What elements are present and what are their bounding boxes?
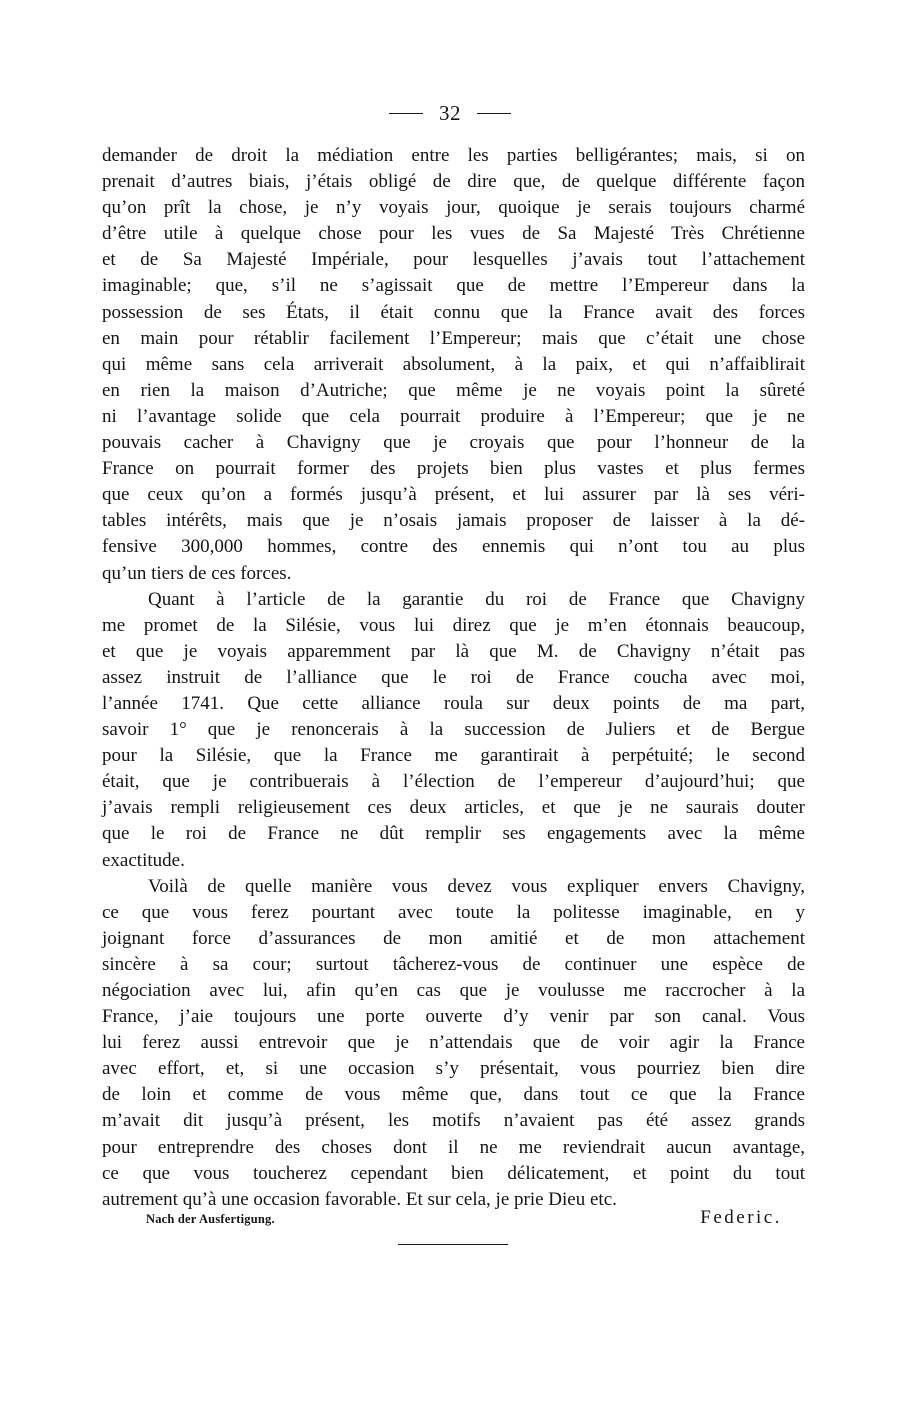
page-header bbox=[0, 96, 900, 130]
text-line: que ceux qu’on a formés jusqu’à présent, et lui assurer par là ses véri- bbox=[102, 484, 805, 506]
text-line: j’avais rempli religieusement ces deux articles, et que je ne saurais douter bbox=[102, 797, 805, 819]
text-line: que le roi de France ne dût remplir ses engagements avec la même bbox=[102, 823, 805, 845]
text-line: Quant à l’article de la garantie du roi de France que Chavigny bbox=[148, 588, 805, 610]
text-line: fensive 300,000 hommes, contre des ennemis qui n’ont tou au plus bbox=[102, 536, 805, 558]
text-line: était, que je contribuerais à l’élection de l’empereur d’aujourd’hui; que bbox=[102, 771, 805, 793]
text-line: qui même sans cela arriverait absolument, à la paix, et qui n’affaiblirait bbox=[102, 353, 805, 375]
text-line: joignant force d’assurances de mon amitié et de mon attachement bbox=[102, 927, 805, 949]
text-line: en rien la maison d’Autriche; que même je ne voyais point la sûreté bbox=[102, 379, 805, 401]
page-number: 32 bbox=[439, 100, 461, 125]
paragraph bbox=[102, 874, 805, 1213]
text-line: tables intérêts, mais que je n’osais jamais proposer de laisser à la dé- bbox=[102, 510, 805, 532]
header-rule-right bbox=[477, 113, 511, 114]
text-line: autrement qu’à une occasion favorable. Et sur cela, je prie Dieu etc. bbox=[102, 1188, 617, 1210]
text-line: pour entreprendre des choses dont il ne me reviendrait aucun avantage, bbox=[102, 1136, 805, 1158]
text-line: pouvais cacher à Chavigny que je croyais que pour l’honneur de la bbox=[102, 432, 805, 454]
text-line: et de Sa Majesté Impériale, pour lesquelles j’avais tout l’attachement bbox=[102, 249, 805, 271]
text-line: l’année 1741. Que cette alliance roula sur deux points de ma part, bbox=[102, 692, 805, 714]
text-line: imaginable; que, s’il ne s’agissait que de mettre l’Empereur dans la bbox=[102, 275, 805, 297]
text-line: en main pour rétablir facilement l’Empereur; mais que c’était une chose bbox=[102, 327, 805, 349]
text-line: m’avait dit jusqu’à présent, les motifs n’avaient pas été assez grands bbox=[102, 1110, 805, 1132]
text-line: exactitude. bbox=[102, 849, 185, 871]
text-line: de loin et comme de vous même que, dans tout ce que la France bbox=[102, 1084, 805, 1106]
text-line: assez instruit de l’alliance que le roi de France coucha avec moi, bbox=[102, 666, 805, 688]
text-line: demander de droit la médiation entre les parties belligérantes; mais, si on bbox=[102, 145, 805, 166]
signature-row bbox=[146, 1207, 782, 1229]
text-line: avec effort, et, si une occasion s’y présentait, vous pourriez bien dire bbox=[102, 1058, 805, 1080]
text-line: ce que vous ferez pourtant avec toute la politesse imaginable, en y bbox=[102, 901, 805, 923]
source-note: Nach der Ausfertigung. bbox=[146, 1212, 275, 1226]
text-line: me promet de la Silésie, vous lui direz que je m’en étonnais beaucoup, bbox=[102, 614, 805, 636]
text-line: France, j’aie toujours une porte ouverte d’y venir par son canal. Vous bbox=[102, 1006, 805, 1028]
text-line: possession de ses États, il était connu que la France avait des forces bbox=[102, 301, 805, 323]
text-line: France on pourrait former des projets bien plus vastes et plus fermes bbox=[102, 458, 805, 480]
text-line: pour la Silésie, que la France me garantirait à perpétuité; le second bbox=[102, 745, 805, 767]
text-line: savoir 1° que je renoncerais à la succession de Juliers et de Bergue bbox=[102, 719, 805, 741]
text-line: qu’un tiers de ces forces. bbox=[102, 562, 292, 584]
text-line: négociation avec lui, afin qu’en cas que je voulusse me raccrocher à la bbox=[102, 980, 805, 1001]
letter-body bbox=[102, 143, 805, 1213]
text-line: prenait d’autres biais, j’étais obligé de dire que, de quelque différente façon bbox=[102, 171, 805, 193]
paragraph bbox=[102, 587, 805, 874]
signature: Federic. bbox=[700, 1207, 782, 1228]
text-line: ni l’avantage solide que cela pourrait produire à l’Empereur; que je ne bbox=[102, 405, 805, 427]
text-line: lui ferez aussi entrevoir que je n’attendais que de voir agir la France bbox=[102, 1032, 805, 1054]
text-line: et que je voyais apparemment par là que M. de Chavigny n’était pas bbox=[102, 640, 805, 662]
text-line: d’être utile à quelque chose pour les vues de Sa Majesté Très Chrétienne bbox=[102, 223, 805, 245]
header-rule-left bbox=[389, 113, 423, 114]
text-line: Voilà de quelle manière vous devez vous expliquer envers Chavigny, bbox=[148, 875, 805, 897]
text-line: qu’on prît la chose, je n’y voyais jour, quoique je serais toujours charmé bbox=[102, 197, 805, 219]
text-line: sincère à sa cour; surtout tâcherez-vous de continuer une espèce de bbox=[102, 953, 805, 975]
closing-rule bbox=[398, 1244, 508, 1245]
paragraph bbox=[102, 143, 805, 587]
text-line: ce que vous toucherez cependant bien délicatement, et point du tout bbox=[102, 1162, 805, 1184]
